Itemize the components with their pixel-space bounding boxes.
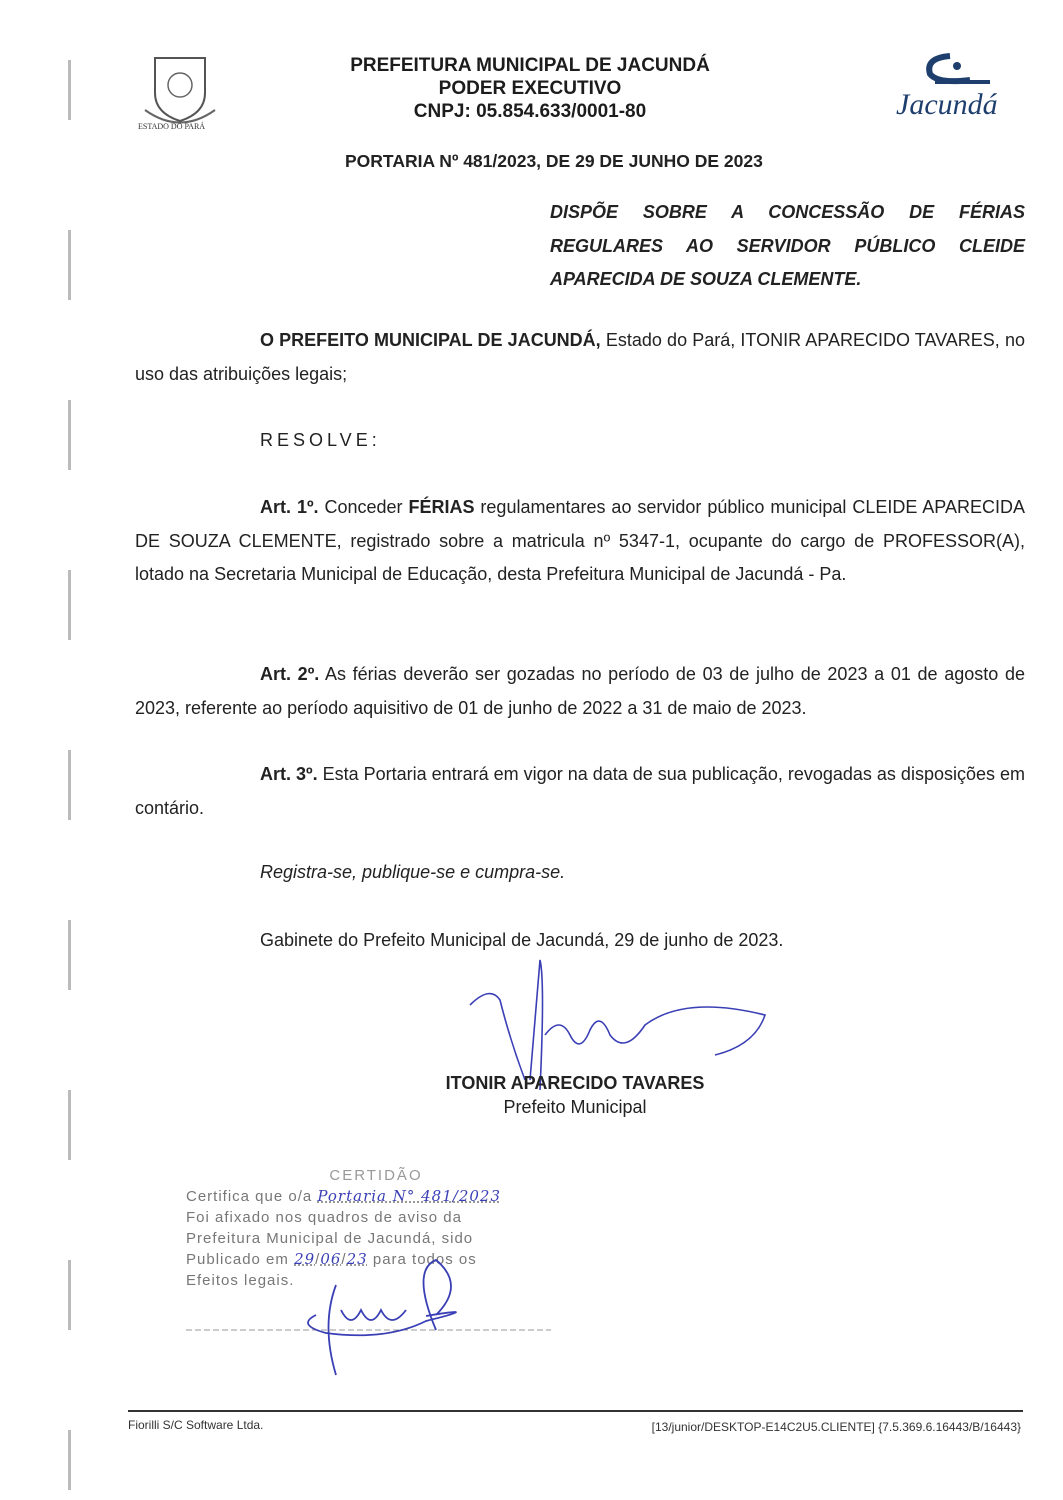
branch-name: PODER EXECUTIVO (438, 78, 622, 99)
handwritten-year: 23 (346, 1250, 368, 1268)
ementa-line: DISPÕE SOBRE A CONCESSÃO DE FÉRIAS (550, 202, 1025, 222)
publication-stamp: CERTIDÃO Certifica que o/a Portaria N° 481/2023 Foi afixado nos quadros de aviso da Prefeitura Municipal de Jacundá, sido Publicado em 29/06/23 para todos os Efeitos legais. (186, 1165, 566, 1291)
handwritten-month: 06 (320, 1250, 342, 1268)
stamp-text: Prefeitura Municipal de Jacundá, sido (186, 1230, 474, 1247)
preamble-bold: O PREFEITO MUNICIPAL DE JACUNDÁ, (260, 330, 601, 350)
article-text: As férias deverão ser gozadas no período de 03 de julho de 2023 a 01 de agosto de 2023, referente ao período aquisitivo de 01 de junho de 2022 a 31 de maio de 2023. (135, 664, 1025, 718)
article-label: Art. 1º. (260, 497, 319, 517)
preamble-text: Estado do Pará, ITONIR APARECIDO TAVARES, no uso das atribuições legais; (135, 330, 1025, 384)
preamble (135, 324, 1025, 391)
stamp-text: Certifica que o/a (186, 1188, 313, 1205)
article-text: Conceder (318, 497, 409, 517)
footer-system-id: [13/junior/DESKTOP-E14C2U5.CLIENTE] {7.5.369.6.16443/B/16443} (651, 1420, 1021, 1434)
stamp-text: Efeitos legais. (186, 1272, 295, 1289)
article-3 (135, 758, 1025, 825)
place-date: Gabinete do Prefeito Municipal de Jacundá, 29 de junho de 2023. (260, 930, 784, 950)
ementa-line: REGULARES AO SERVIDOR PÚBLICO CLEIDE (550, 235, 1025, 256)
article-label: Art. 2º. (260, 664, 320, 684)
signatory-name: ITONIR APARECIDO TAVARES (445, 1073, 705, 1093)
article-bold: FÉRIAS (408, 497, 475, 517)
municipality-name: PREFEITURA MUNICIPAL DE JACUNDÁ (350, 55, 710, 76)
article-2 (135, 658, 1025, 725)
document-title: PORTARIA Nº 481/2023, DE 29 DE JUNHO DE 2023 (345, 151, 763, 171)
stamp-text: Publicado em (186, 1251, 289, 1268)
logo-wordmark: Jacundá (896, 88, 998, 121)
scan-edge-artifacts (60, 0, 100, 1500)
letterhead (300, 54, 760, 123)
stamp-title: CERTIDÃO (329, 1167, 423, 1184)
stamp-text: para todos os (372, 1251, 477, 1268)
handwritten-portaria: Portaria N° 481/2023 (317, 1187, 501, 1205)
stamp-text: Foi afixado nos quadros de aviso da (186, 1209, 462, 1226)
resolve: RESOLVE: (260, 430, 381, 450)
coat-caption: ESTADO DO PARÁ (138, 122, 206, 131)
article-1 (135, 491, 1025, 592)
article-text: regulamentares ao servidor público municipal CLEIDE APARECIDA DE SOUZA CLEMENTE, registrado sobre a matricula nº 5347-1, ocupante do cargo de PROFESSOR(A), lotado na Secretaria Municipal de Educação, desta Prefeitura Municipal de Jacundá - Pa. (135, 497, 1025, 584)
cnpj: CNPJ: 05.854.633/0001-80 (413, 101, 647, 122)
footer-divider (128, 1410, 1023, 1412)
mayor-signature (460, 950, 780, 1090)
stamp-signature (186, 1255, 566, 1385)
signatory-role: Prefeito Municipal (503, 1097, 647, 1117)
article-label: Art. 3º. (260, 764, 318, 784)
footer-software: Fiorilli S/C Software Ltda. (128, 1418, 264, 1432)
ementa (550, 196, 1025, 297)
handwritten-day: 29 (294, 1250, 316, 1268)
article-text: Esta Portaria entrará em vigor na data de sua publicação, revogadas as disposições em contário. (135, 764, 1025, 818)
closing-formula: Registra-se, publique-se e cumpra-se. (260, 862, 566, 882)
ementa-line: APARECIDA DE SOUZA CLEMENTE. (550, 269, 862, 289)
